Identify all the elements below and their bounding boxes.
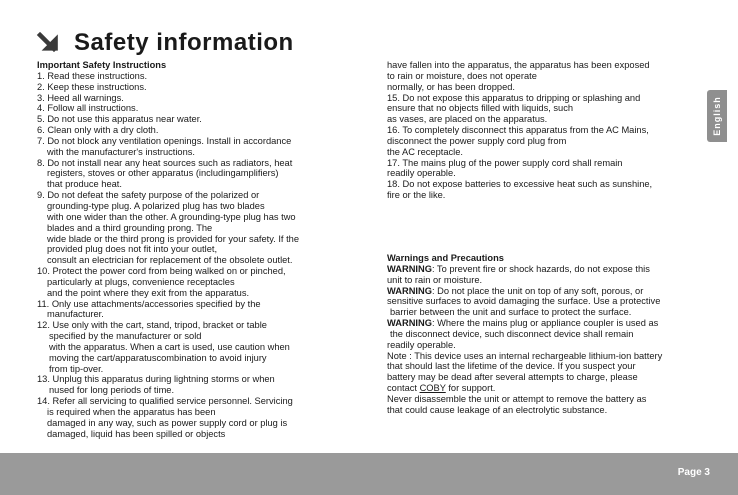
instruction-line: 9. Do not defeat the safety purpose of the polarized or: [37, 190, 260, 201]
warning-line: sensitive surfaces to avoid damaging the surface. Use a protective: [387, 296, 661, 307]
instruction-line: manufacturer.: [47, 309, 104, 320]
instruction-line: 18. Do not expose batteries to excessive heat such as sunshine,: [387, 179, 653, 190]
instruction-line: with the apparatus. When a cart is used, use caution when: [49, 341, 290, 352]
instruction-line: registers, stoves or other apparatus (includingamplifiers): [47, 168, 279, 179]
instruction-line: have fallen into the apparatus, the apparatus has been exposed: [387, 60, 650, 70]
instruction-line: as vases, are placed on the apparatus.: [387, 114, 548, 125]
warning-line: the disconnect device, such disconnect device shall remain: [390, 328, 634, 339]
instruction-line: to rain or moisture, does not operate: [387, 70, 537, 81]
instruction-line: 14. Refer all servicing to qualified service personnel. Servicing: [37, 396, 293, 407]
instruction-line: disconnect the power supply cord plug from: [387, 135, 567, 146]
instruction-line: from tip-over.: [49, 363, 104, 374]
note-text: contact: [387, 383, 420, 394]
instruction-line: with one wider than the other. A grounding-type plug has two: [47, 211, 296, 222]
warning-line: [387, 318, 715, 329]
instruction-line: damaged, liquid has been spilled or objects: [47, 428, 226, 439]
warnings-heading: Warnings and Precautions: [387, 252, 504, 263]
instruction-line: specified by the manufacturer or sold: [49, 331, 202, 342]
instruction-line: normally, or has been dropped.: [387, 81, 515, 92]
instruction-line: 17. The mains plug of the power supply cord shall remain: [387, 157, 623, 168]
instruction-line: 5. Do not use this apparatus near water.: [37, 114, 202, 125]
instruction-line: and the point where they exit from the apparatus.: [47, 287, 250, 298]
instruction-line: ensure that no objects filled with liquids, such: [387, 103, 574, 114]
warning-text: : To prevent fire or shock hazards, do not expose this: [431, 263, 650, 274]
instruction-line: grounding-type plug. A polarized plug has two blades: [47, 200, 265, 211]
instruction-line: 1. Read these instructions.: [37, 70, 148, 81]
brand-name: COBY: [419, 383, 446, 394]
instruction-line: 6. Clean only with a dry cloth.: [37, 125, 159, 136]
instruction-line: 2. Keep these instructions.: [37, 81, 147, 92]
right-column: [387, 60, 715, 416]
page-number: Page 3: [677, 467, 710, 478]
spacer: [387, 201, 715, 222]
instruction-line: blades and a third grounding prong. The: [47, 222, 213, 233]
instruction-line: 13. Unplug this apparatus during lightning storms or when: [37, 374, 275, 385]
title-row: [36, 28, 294, 58]
left-column: [37, 60, 349, 440]
note-line: [387, 383, 715, 394]
page-title: Safety information: [74, 29, 294, 56]
caution-line: that could cause leakage of an electrolytic substance.: [387, 404, 608, 415]
instruction-line: 12. Use only with the cart, stand, tripod, bracket or table: [37, 320, 267, 331]
language-tab-label: English: [712, 96, 722, 136]
warning-line: unit to rain or moisture.: [387, 274, 483, 285]
note-text: for support.: [445, 383, 496, 394]
instruction-line: 10. Protect the power cord from being walked on or pinched,: [37, 266, 286, 277]
warning-label: WARNING: [387, 285, 432, 296]
instruction-line: with the manufacturer's instructions.: [47, 146, 196, 157]
instruction-line: moving the cart/apparatuscombination to avoid injury: [49, 352, 267, 363]
warning-line: barrier between the unit and surface to protect the surface.: [390, 307, 632, 318]
caution-line: Never disassemble the unit or attempt to remove the battery as: [387, 393, 647, 404]
instruction-line: damaged in any way, such as power supply cord or plug is: [47, 417, 288, 428]
instruction-line: consult an electrician for replacement of the obsolete outlet.: [47, 255, 293, 266]
instruction-line: nused for long periods of time.: [49, 385, 175, 396]
spacer: [387, 243, 715, 253]
note-line: battery may be dead after several attempts to charge, please: [387, 372, 638, 383]
instruction-line: wide blade or the third prong is provided for your safety. If the: [47, 233, 300, 244]
instruction-line: is required when the apparatus has been: [47, 407, 216, 417]
instruction-line: 16. To completely disconnect this apparatus from the AC Mains,: [387, 125, 649, 136]
instruction-line: the AC receptacle.: [387, 146, 463, 157]
instruction-line: fire or the like.: [387, 190, 446, 201]
warning-text: : Where the mains plug or appliance coupler is used as: [431, 318, 659, 329]
warning-line: [387, 264, 715, 275]
warning-label: WARNING: [387, 263, 432, 274]
note-line: Note : This device uses an internal rechargeable lithium-ion battery: [387, 350, 663, 361]
instruction-line: readily operable.: [387, 168, 456, 179]
instruction-line: 7. Do not block any ventilation openings. Install in accordance: [37, 135, 292, 146]
instruction-line: 15. Do not expose this apparatus to dripping or splashing and: [387, 92, 641, 103]
arrow-down-right-icon: [36, 29, 64, 57]
section-heading: Important Safety Instructions: [37, 60, 167, 70]
warning-line: readily operable.: [387, 339, 456, 350]
warning-label: WARNING: [387, 318, 432, 329]
instruction-line: provided plug does not fit into your outlet,: [47, 244, 218, 255]
instruction-line: 8. Do not install near any heat sources such as radiators, heat: [37, 157, 293, 168]
spacer: [387, 222, 715, 243]
instruction-line: particularly at plugs, convenience receptacles: [47, 276, 235, 287]
instruction-line: 3. Heed all warnings.: [37, 92, 124, 103]
instruction-line: 4. Follow all instructions.: [37, 103, 139, 114]
footer-bar: [0, 453, 738, 495]
note-line: that should last the lifetime of the device. If you suspect your: [387, 361, 636, 372]
warning-text: : Do not place the unit on top of any soft, porous, or: [431, 285, 644, 296]
instruction-line: that produce heat.: [47, 179, 122, 190]
language-tab: [707, 90, 727, 142]
warning-line: [387, 286, 715, 297]
instruction-line: 11. Only use attachments/accessories specified by the: [37, 298, 261, 309]
